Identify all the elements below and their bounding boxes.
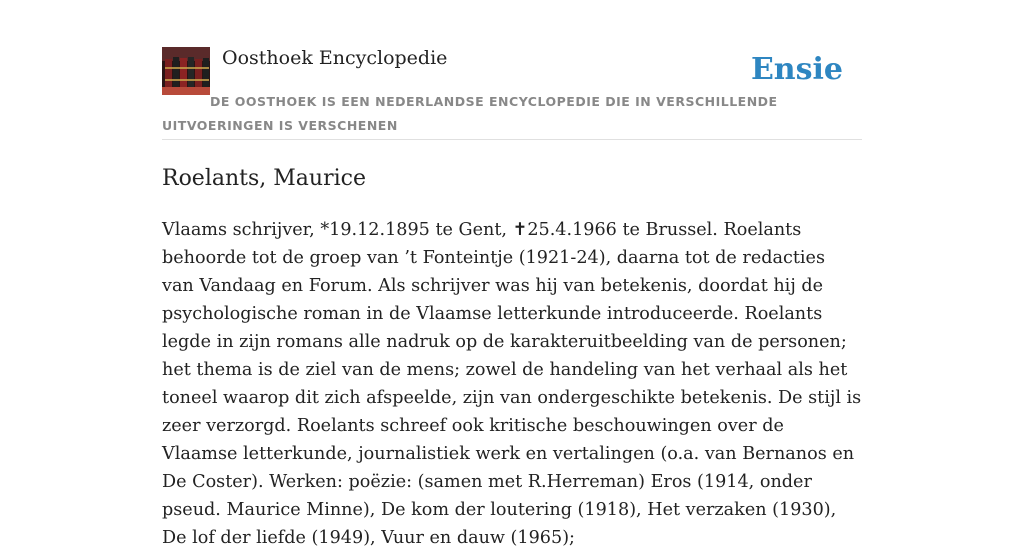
book-spines-icon[interactable] (162, 47, 210, 95)
article-title: Roelants, Maurice (162, 166, 366, 191)
site-name[interactable]: Oosthoek Encyclopedie (222, 47, 448, 69)
article-body: Vlaams schrijver, *19.12.1895 te Gent, ✝25.4.1966 te Brussel. Roelants behoorde tot de groep van ’t Fonteintje (1921-24), daarna tot de redacties van Vandaag en Forum. Als schrijver was hij van betekenis, doordat hij de psychologische roman in de Vlaamse letterkunde introduceerde. Roelants legde in zijn romans alle nadruk op de karakteruitbeelding van de personen; het thema is de ziel van de mens; zowel de handeling van het verhaal als het toneel waarop dit zich afspeelde, zijn van ondergeschikte betekenis. De stijl is zeer verzorgd. Roelants schreef ook kritische beschouwingen over de Vlaamse letterkunde, journalistiek werk en vertalingen (o.a. van Bernanos en De Coster). Werken: poëzie: (samen met R.Herreman) Eros (1914, onder pseud. Maurice Minne), De kom der loutering (1918), Het verzaken (1930), De lof der liefde (1949), Vuur en dauw (1965); (162, 220, 862, 548)
header-divider (162, 139, 862, 140)
ensie-logo[interactable]: Ensie (750, 52, 843, 87)
site-tagline: DE OOSTHOEK IS EEN NEDERLANDSE ENCYCLOPEDIE DIE IN VERSCHILLENDE UITVOERINGEN IS VERSCHENEN (162, 94, 778, 133)
site-header (162, 46, 862, 140)
